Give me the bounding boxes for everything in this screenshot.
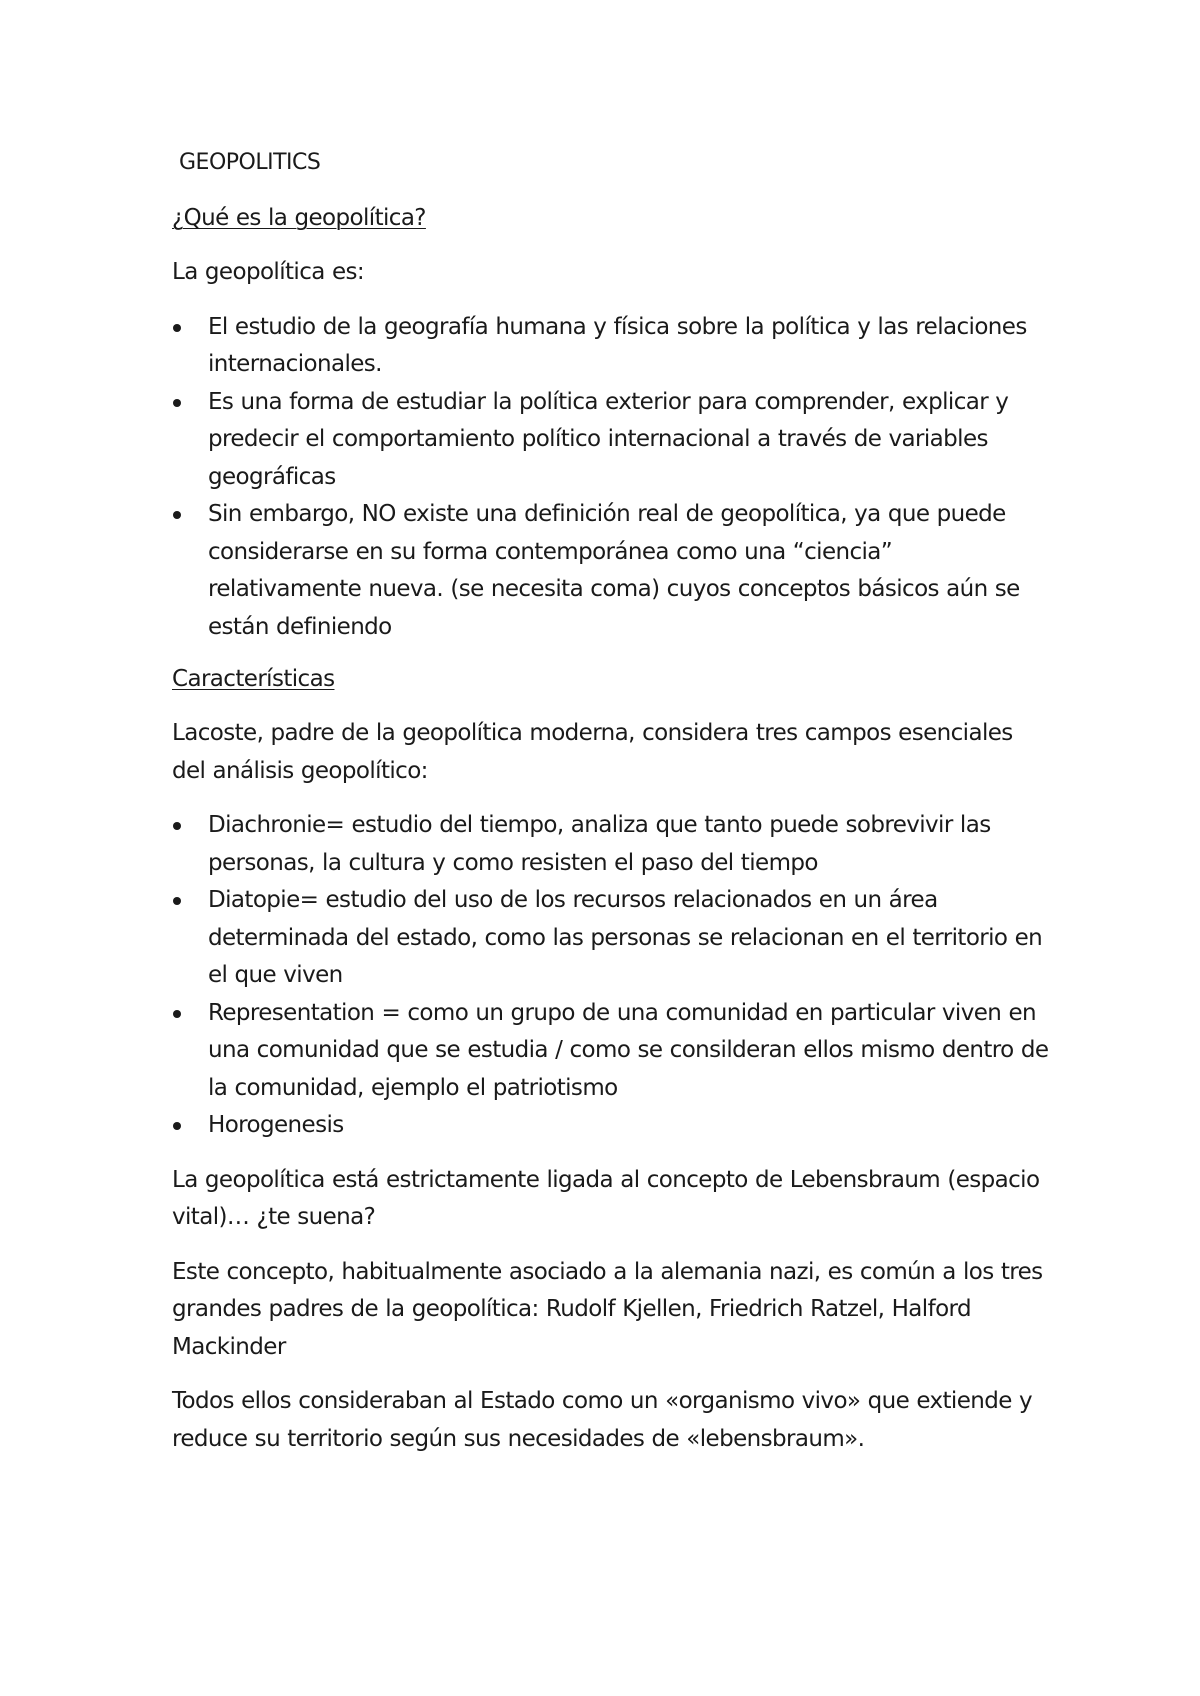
- characteristics-heading: Características: [172, 666, 335, 692]
- question-heading: ¿Qué es la geopolítica?: [172, 205, 426, 231]
- bullet-icon: [173, 1010, 181, 1018]
- lacoste-paragraph: Lacoste, padre de la geopolítica moderna, considera tres campos esenciales del análisis geopolítico:: [172, 720, 1013, 784]
- list-item: [172, 1107, 1052, 1145]
- document-title: GEOPOLITICS: [179, 150, 321, 175]
- list-item-text: El estudio de la geografía humana y física sobre la política y las relaciones internacionales.: [208, 313, 1027, 377]
- list-item: [172, 807, 1052, 882]
- bullet-icon: [173, 399, 181, 407]
- list-item: [172, 995, 1052, 1108]
- document-body: [172, 148, 1052, 1475]
- list-item-text: Es una forma de estudiar la política exterior para comprender, explicar y predecir el comportamiento político internacional a través de variables geográficas: [208, 388, 1009, 490]
- list-item: [172, 309, 1052, 384]
- list-item-text: Diachronie= estudio del tiempo, analiza que tanto puede sobrevivir las personas, la cultura y como resisten el paso del tiempo: [208, 812, 991, 876]
- bullet-icon: [173, 822, 181, 830]
- fields-list: [172, 807, 1052, 1145]
- list-item: [172, 882, 1052, 995]
- list-item: [172, 384, 1052, 497]
- list-item-text: Sin embargo, NO existe una definición real de geopolítica, ya que puede considerarse en su forma contemporánea como una “ciencia” relativamente nueva. (se necesita coma) cuyos conceptos básicos aún se están definiendo: [208, 501, 1020, 640]
- intro-paragraph: La geopolítica es:: [172, 259, 365, 285]
- fathers-paragraph: Este concepto, habitualmente asociado a la alemania nazi, es común a los tres grandes padres de la geopolítica: Rudolf Kjellen, Friedrich Ratzel, Halford Mackinder: [172, 1258, 1043, 1360]
- bullet-icon: [173, 324, 181, 332]
- bullet-icon: [173, 511, 181, 519]
- definition-list: [172, 309, 1052, 647]
- list-item-text: Representation = como un grupo de una comunidad en particular viven en una comunidad que se estudia / como se consilderan ellos mismo dentro de la comunidad, ejemplo el patriotismo: [208, 999, 1049, 1101]
- organism-paragraph: Todos ellos consideraban al Estado como un «organismo vivo» que extiende y reduce su territorio según sus necesidades de «lebensbraum».: [172, 1388, 1032, 1452]
- list-item: [172, 496, 1052, 646]
- bullet-icon: [173, 1122, 181, 1130]
- list-item-text: Horogenesis: [208, 1112, 344, 1138]
- lebensraum-paragraph: La geopolítica está estrictamente ligada al concepto de Lebensbraum (espacio vital)… ¿te suena?: [172, 1166, 1040, 1230]
- list-item-text: Diatopie= estudio del uso de los recursos relacionados en un área determinada del estado, como las personas se relacionan en el territorio en el que viven: [208, 887, 1043, 988]
- bullet-icon: [173, 897, 181, 905]
